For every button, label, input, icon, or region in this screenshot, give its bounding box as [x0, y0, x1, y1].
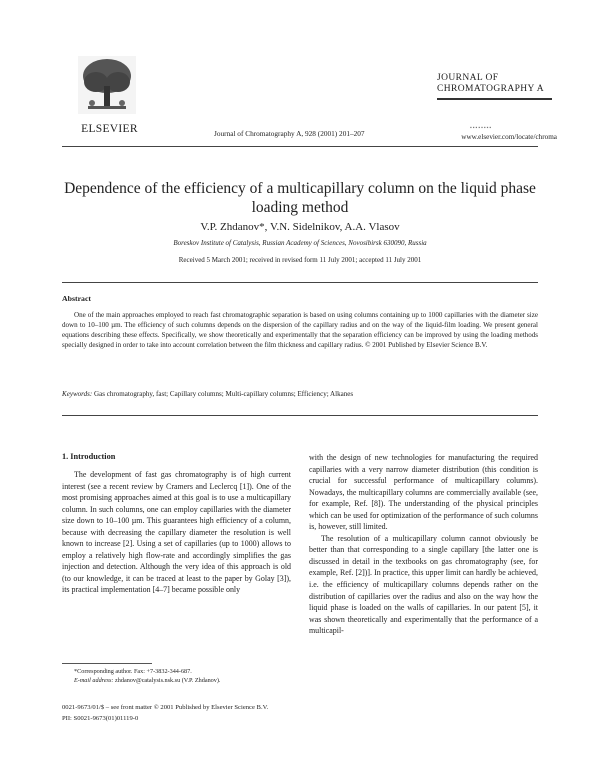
paragraph: The resolution of a multicapillary column cannot obviously be better than that corresponding to a single capillary [the latter one is discussed in detail in the textbooks on gas chromatography (see, for example, Ref. [2])]. In practice, this upper limit can hardly be achieved, i.e. the efficiency of multicapillary columns depends rather on the distribution of capillaries over the radius and also on the way how the liquid phase is loaded on the walls of capillaries. In our patent [5], it was shown theoretically and experimentally that the performance of a multicapil- [309, 533, 538, 636]
keywords-label: Keywords: [62, 390, 93, 398]
paragraph: with the design of new technologies for manufacturing the required capillaries with a very narrow diameter distribution (this condition is crucial for successful performance of multicapillary columns). Nowadays, the multicapillary columns are commercially available (see, for example, Ref. [8]). The understanding of the physical principles which can be used for optimization of the performance of such columns is, however, still limited. [309, 453, 538, 532]
pii: PII: S0021-9673(01)01119-0 [62, 715, 139, 722]
keywords [62, 390, 538, 398]
keywords-list: Gas chromatography, fast; Capillary columns; Multi-capillary columns; Efficiency; Alkanes [92, 390, 354, 398]
footnote-email [62, 677, 302, 684]
received-dates: Received 5 March 2001; received in revised form 11 July 2001; accepted 11 July 2001 [178, 256, 422, 264]
abstract-text: One of the main approaches employed to reach fast chromatographic separation is based on using columns containing up to 1000 capillaries with the diameter size down to 10–100 µm. The efficiency of such columns depends on the dispersion of the capillary radius and on the way of the liquid-film loading. We present general equations describing these effects. Specifically, we show theoretically and experimentally that the separation efficiency can be improved by using the loading methods specially designed in order to take into account correlation between the film thickness and capillary radius. © 2001 Published by Elsevier Science B.V. [62, 311, 538, 349]
article-title: Dependence of the efficiency of a multicapillary column on the liquid phase loading method [64, 180, 536, 216]
footnote-rule [62, 663, 152, 664]
affiliation: Boreskov Institute of Catalysis, Russian Academy of Sciences, Novosibirsk 630090, Russia [173, 239, 427, 247]
journal-logo-dots: ▪▪▪▪▪▪▪▪ [470, 126, 493, 131]
elsevier-tree-logo [78, 56, 136, 114]
abstract-heading: Abstract [62, 294, 92, 303]
section-heading: 1. Introduction [62, 452, 116, 461]
journal-logo [437, 73, 552, 95]
footnote-corresponding: *Corresponding author. Fax: +7-3832-344-687. [74, 668, 192, 675]
journal-logo-line2: CHROMATOGRAPHY A [437, 84, 544, 94]
journal-logo-line1: JOURNAL OF [437, 73, 499, 83]
abstract-rule-top [62, 282, 538, 283]
authors: V.P. Zhdanov*, V.N. Sidelnikov, A.A. Vlasov [200, 221, 400, 233]
front-matter: 0021-9673/01/$ – see front matter © 2001 Published by Elsevier Science B.V. [62, 704, 269, 711]
publisher-logo: ELSEVIER [81, 123, 138, 135]
journal-reference: Journal of Chromatography A, 928 (2001) 201–207 [214, 129, 365, 138]
left-column [62, 469, 291, 596]
abstract-rule-bottom [62, 415, 538, 416]
journal-logo-rule [437, 98, 552, 100]
header-rule [62, 146, 538, 147]
journal-url[interactable]: www.elsevier.com/locate/chroma [461, 133, 557, 141]
right-column [309, 452, 538, 637]
email-label: E-mail address: [74, 677, 114, 684]
email-address[interactable]: zhdanov@catalysis.nsk.su (V.P. Zhdanov). [113, 677, 221, 684]
paragraph: The development of fast gas chromatography is of high current interest (see a recent review by Cramers and Leclercq [1]). One of the most promising approaches aimed at this goal is to use a multicapillary column. In such columns, one can employ capillaries with the diameter size down to 10–100 µm. This guarantees high efficiency of a column, because with decreasing the capillary diameter the resolution is well known to increase [2]. Using a set of capillaries (up to 1000) allows to employ a relatively high flow-rate and accordingly simplifies the gas injection and detection. Although the very idea of this approach is old (to our knowledge, it can be traced at least to the paper by Golay [3]), its practical implementation [4–7] became possible only [62, 470, 291, 595]
